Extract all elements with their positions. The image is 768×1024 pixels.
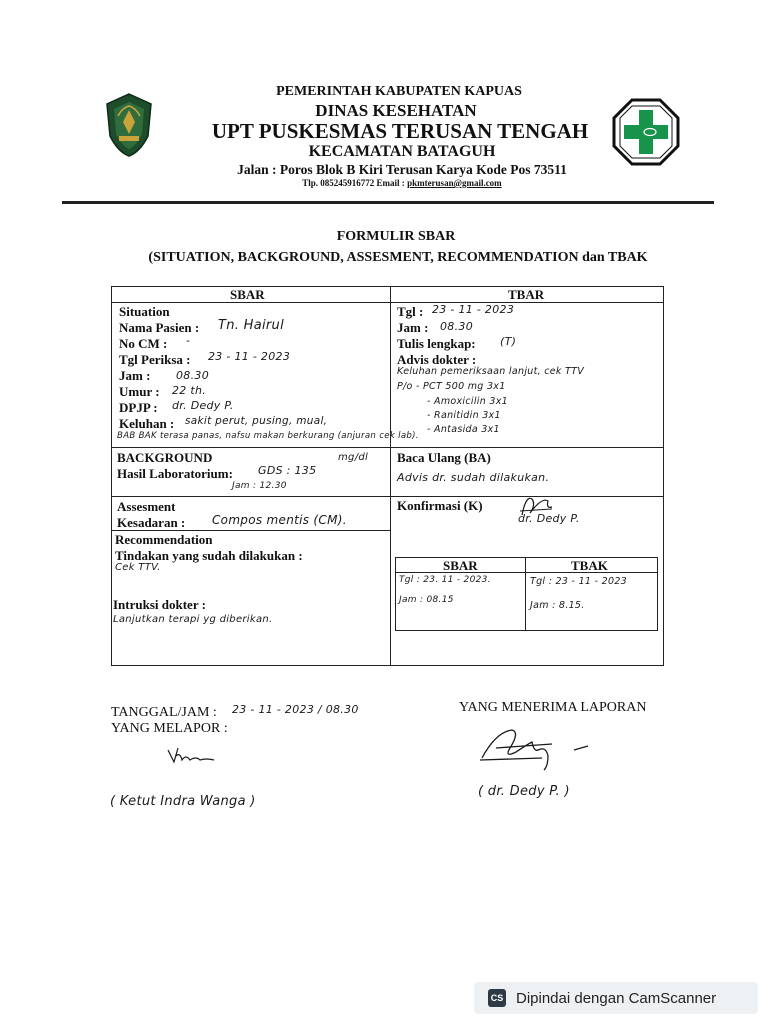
camscanner-label: Dipindai dengan CamScanner [516,989,717,1007]
umur-value: 22 th. [172,384,207,397]
keluhan-label: Keluhan : [119,416,175,431]
nama-label: Nama Pasien : [119,320,200,335]
tindakan-label: Tindakan yang sudah dilakukan : [115,548,303,563]
contact-email: pkmterusan@gmail.com [407,178,502,188]
tanggal-value: 23 - 11 - 2023 / 08.30 [232,703,359,716]
melapor-label: YANG MELAPOR : [111,721,228,736]
baca-ulang-value: Advis dr. sudah dilakukan. [397,471,550,484]
advis-line-1: Keluhan pemeriksaan lanjut, cek TTV [397,366,585,377]
lab-jam: Jam : 12.30 [232,481,287,491]
nama-value: Tn. Hairul [218,318,284,333]
instruksi-label: Intruksi dokter : [113,597,206,612]
assesment-heading: Assesment [117,499,176,514]
inner-col-sbar: SBAR [443,558,478,573]
lab-unit: mg/dl [338,452,369,463]
letterhead-district: KECAMATAN BATAGUH [308,143,496,160]
advis-line-5: - Antasida 3x1 [427,424,500,435]
tindakan-value: Cek TTV. [115,562,161,573]
letterhead-department: DINAS KESEHATAN [315,101,477,120]
instruksi-value: Lanjutkan terapi yg diberikan. [113,614,273,625]
konfirmasi-label: Konfirmasi (K) [397,498,483,513]
jam-label: Jam : [119,368,151,383]
tulis-lengkap-label: Tulis lengkap: [397,336,476,351]
advis-line-4: - Ranitidin 3x1 [427,410,501,421]
dpjp-value: dr. Dedy P. [172,399,234,412]
advis-line-3: - Amoxicilin 3x1 [427,396,508,407]
letterhead-contact [0,178,768,188]
reporter-signature-icon [166,744,216,768]
inner-tbak-jam: Jam : 8.15. [530,600,585,611]
tanggal-label: TANGGAL/JAM : [111,705,217,720]
tbar-tgl-value: 23 - 11 - 2023 [432,303,515,316]
jam-value: 08.30 [176,369,209,382]
form-title: FORMULIR SBAR [336,229,456,244]
background-heading: BACKGROUND [117,450,213,465]
doctor-signature-icon [476,722,592,772]
menerima-label: YANG MENERIMA LAPORAN [459,700,647,715]
kesadaran-label: Kesadaran : [117,515,186,530]
tbar-jam-value: 08.30 [440,320,473,333]
tulis-lengkap-value: (T) [500,335,517,348]
letterhead-divider [62,201,714,204]
baca-ulang-label: Baca Ulang (BA) [397,450,491,465]
keluhan-value: sakit perut, pusing, mual, [185,415,328,427]
dpjp-label: DPJP : [119,400,158,415]
table-header-rule [111,302,664,303]
tbar-jam-label: Jam : [397,320,429,335]
menerima-name: ( dr. Dedy P. ) [478,784,570,799]
contact-phone: Tlp. 085245916772 Email : [302,178,408,188]
nocm-label: No CM : [119,336,168,351]
lab-label: Hasil Laboratorium: [117,466,233,481]
tgl-periksa-value: 23 - 11 - 2023 [208,350,291,363]
inner-tbak-tgl: Tgl : 23 - 11 - 2023 [530,576,628,587]
advis-line-2: P/o - PCT 500 mg 3x1 [397,381,506,392]
table-column-divider [390,286,391,666]
tbar-tgl-label: Tgl : [397,304,424,319]
inner-sbar-tgl: Tgl : 23. 11 - 2023. [399,575,491,585]
inner-sbar-tbak-table [395,557,658,631]
letterhead-address: Jalan : Poros Blok B Kiri Terusan Karya Kode Pos 73511 [237,162,567,177]
inner-column-divider [525,557,526,631]
kesadaran-value: Compos mentis (CM). [212,513,347,527]
recommendation-heading: Recommendation [115,532,213,547]
inner-col-tbak: TBAK [571,558,608,573]
umur-label: Umur : [119,384,160,399]
keluhan-value-continued: BAB BAK terasa panas, nafsu makan berkurang (anjuran cek lab). [117,431,419,441]
konfirmasi-value: dr. Dedy P. [518,512,580,525]
inner-sbar-jam: Jam : 08.15 [399,595,454,605]
advis-label: Advis dokter : [397,352,477,367]
letterhead-institution: UPT PUSKESMAS TERUSAN TENGAH [211,119,589,143]
nocm-value: - [186,334,191,347]
camscanner-icon: CS [488,989,506,1007]
tgl-periksa-label: Tgl Periksa : [119,352,191,367]
camscanner-badge [474,982,758,1014]
form-subtitle: (SITUATION, BACKGROUND, ASSESMENT, RECOMMENDATION dan TBAK [148,250,648,265]
lab-value: GDS : 135 [258,464,317,477]
situation-heading: Situation [119,304,170,319]
melapor-name: ( Ketut Indra Wanga ) [110,794,256,809]
letterhead-government: PEMERINTAH KABUPATEN KAPUAS [276,84,522,99]
col-header-sbar: SBAR [230,287,265,302]
inner-header-rule [395,572,658,573]
row-divider-2 [111,496,664,497]
row-divider-1 [111,447,664,448]
col-header-tbar: TBAR [508,287,545,302]
